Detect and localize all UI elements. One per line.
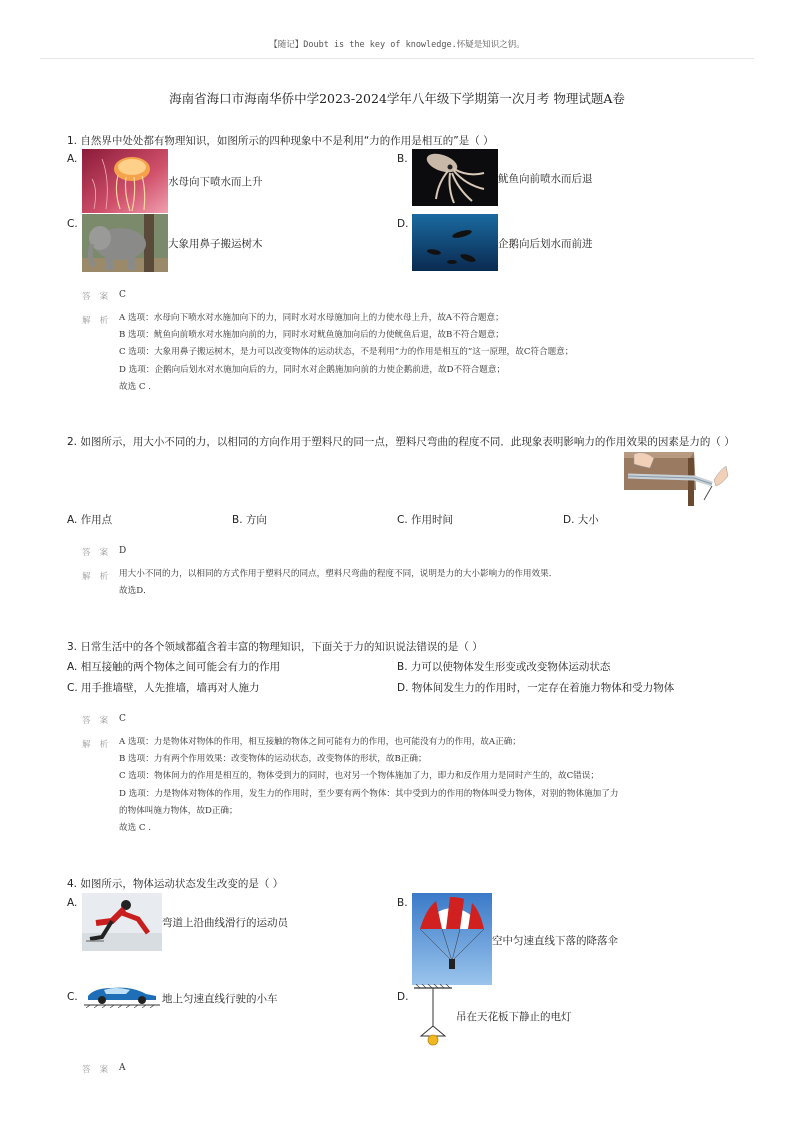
q3-option-a-text: 相互接触的两个物体之间可能会有力的作用 (80, 661, 281, 673)
q1-option-d-letter: D. (397, 218, 409, 230)
q3-analysis-line: C 选项：物体间力的作用是相互的，物体受到力的同时，也对另一个物体施加了力，即力和反作用力是同时产生的，故C错误； (119, 771, 599, 782)
lamp-drawing (412, 984, 454, 1046)
q3-analysis-line: 故选 C . (119, 823, 151, 834)
q4-answer-label: 答 案 (82, 1065, 111, 1075)
q1-analysis-line: A 选项：水母向下喷水对水施加向下的力，同时水对水母施加向上的力使水母上升，故A不符合题意； (119, 313, 504, 323)
q2-option-c-text: 作用时间 (411, 514, 454, 526)
question-1-stem: 1. 自然界中处处都有物理知识，如图所示的四种现象中不是利用“力的作用是相互的”是（ ） (67, 135, 494, 147)
q4-option-d-text: 吊在天花板下静止的电灯 (456, 1011, 572, 1023)
q2-analysis-line: 故选D． (119, 586, 152, 597)
q3-analysis-line: A 选项：力是物体对物体的作用，相互接触的物体之间可能有力的作用，也可能没有力的作用，故A正确； (119, 737, 521, 747)
q1-analysis-line: C 选项：大象用鼻子搬运树木，是力可以改变物体的运动状态，不是利用“力的作用是相互的”这一原理，故C符合题意； (119, 347, 574, 358)
q3-option-c-letter: C. (67, 682, 78, 694)
q1-analysis-line: B 选项：鱿鱼向前喷水对水施加向前的力，同时水对鱿鱼施加向后的力使鱿鱼后退，故B不符合题意； (119, 330, 504, 341)
q4-option-a-text: 弯道上沿曲线滑行的运动员 (162, 917, 288, 929)
question-2-stem: 2. 如图所示，用大小不同的力，以相同的方向作用于塑料尺的同一点，塑料尺弯曲的程度不同．此现象表明影响力的作用效果的因素是力的（ ） (67, 436, 735, 448)
q3-analysis-line: B 选项：力有两个作用效果：改变物体的运动状态，改变物体的形状，故B正确； (119, 754, 427, 765)
q1-analysis (119, 310, 573, 396)
q3-option-b (397, 659, 610, 674)
q3-option-b-letter: B. (397, 661, 408, 673)
q3-option-d (397, 680, 674, 695)
squid-photo (412, 149, 498, 206)
ruler-bending-illustration (624, 450, 730, 508)
q2-option-b-letter: B. (232, 514, 243, 526)
q1-option-b-letter: B. (397, 153, 408, 165)
q2-option-c (397, 512, 453, 527)
car-drawing (82, 982, 162, 1008)
question-4-stem: 4. 如图所示，物体运动状态发生改变的是（ ） (67, 878, 284, 890)
jellyfish-photo (82, 149, 168, 213)
q2-option-d (563, 512, 599, 527)
q2-option-a (67, 512, 112, 527)
q3-option-c (67, 680, 260, 695)
q2-analysis-label: 解 析 (82, 572, 111, 582)
q1-analysis-label: 解 析 (82, 316, 111, 326)
q3-answer-value: C (119, 714, 126, 724)
q2-option-a-letter: A. (67, 514, 78, 526)
q4-option-c-letter: C. (67, 991, 78, 1003)
q2-option-d-text: 大小 (577, 514, 599, 526)
q3-analysis (119, 734, 618, 837)
q3-option-a (67, 659, 280, 674)
q1-option-c-letter: C. (67, 218, 78, 230)
q3-option-b-text: 力可以使物体发生形变或改变物体运动状态 (410, 661, 611, 673)
q4-option-a-letter: A. (67, 897, 78, 909)
q2-answer-label: 答 案 (82, 548, 111, 558)
q4-option-d-letter: D. (397, 991, 409, 1003)
q2-option-a-text: 作用点 (80, 514, 113, 526)
q4-option-c-text: 地上匀速直线行驶的小车 (162, 993, 278, 1005)
q3-analysis-line: D 选项：力是物体对物体的作用，发生力的作用时，至少要有两个物体：其中受到力的作用的物体叫受力物体，对别的物体施加了力 (119, 788, 619, 799)
q4-option-b-text: 空中匀速直线下落的降落伞 (492, 935, 618, 947)
q1-option-a-text: 水母向下喷水而上升 (168, 176, 263, 188)
q1-option-b-text: 鱿鱼向前喷水而后退 (498, 173, 593, 185)
skater-photo (82, 893, 162, 951)
q1-option-d-text: 企鹅向后划水而前进 (498, 238, 593, 250)
q2-option-b-text: 方向 (245, 514, 267, 526)
q4-answer-value: A (119, 1063, 126, 1073)
q1-analysis-line: 故选 C . (119, 381, 151, 392)
page-title: 海南省海口市海南华侨中学2023-2024学年八年级下学期第一次月考 物理试题A卷 (169, 91, 625, 106)
q1-answer-value: C (119, 290, 126, 300)
header-divider (40, 58, 754, 59)
parachute-photo (412, 893, 492, 985)
q2-option-b (232, 512, 267, 527)
q1-option-a-letter: A. (67, 153, 78, 165)
q1-option-c-text: 大象用鼻子搬运树木 (168, 238, 263, 250)
q3-option-a-letter: A. (67, 661, 78, 673)
q1-analysis-line: D 选项：企鹅向后划水对水施加向后的力，同时水对企鹅施加向前的力使企鹅前进，故D不符合题意； (119, 364, 506, 375)
question-3-stem: 3. 日常生活中的各个领域都蕴含着丰富的物理知识，下面关于力的知识说法错误的是（ ） (67, 641, 483, 653)
q4-option-b-letter: B. (397, 897, 408, 909)
q2-analysis-line: 用大小不同的力，以相同的方式作用于塑料尺的同点，塑料尺弯曲的程度不同，说明是力的大小影响力的作用效果． (119, 569, 558, 579)
q3-answer-label: 答 案 (82, 716, 111, 726)
q3-analysis-line: 的物体叫施力物体，故D正确； (119, 805, 238, 816)
header-note: 【随记】Doubt is the key of knowledge.怀疑是知识之钥。 (269, 40, 525, 50)
q1-answer-label: 答 案 (82, 292, 111, 302)
q2-answer-value: D (119, 546, 127, 556)
q2-option-c-letter: C. (397, 514, 408, 526)
penguin-photo (412, 214, 498, 271)
q2-analysis (119, 566, 557, 600)
q3-option-c-text: 用手推墙壁，人先推墙，墙再对人施力 (81, 682, 260, 694)
q3-option-d-letter: D. (397, 682, 409, 694)
q2-option-d-letter: D. (563, 514, 575, 526)
elephant-photo (82, 214, 168, 272)
q3-option-d-text: 物体间发生力的作用时，一定存在着施力物体和受力物体 (411, 682, 675, 694)
q3-analysis-label: 解 析 (82, 740, 111, 750)
